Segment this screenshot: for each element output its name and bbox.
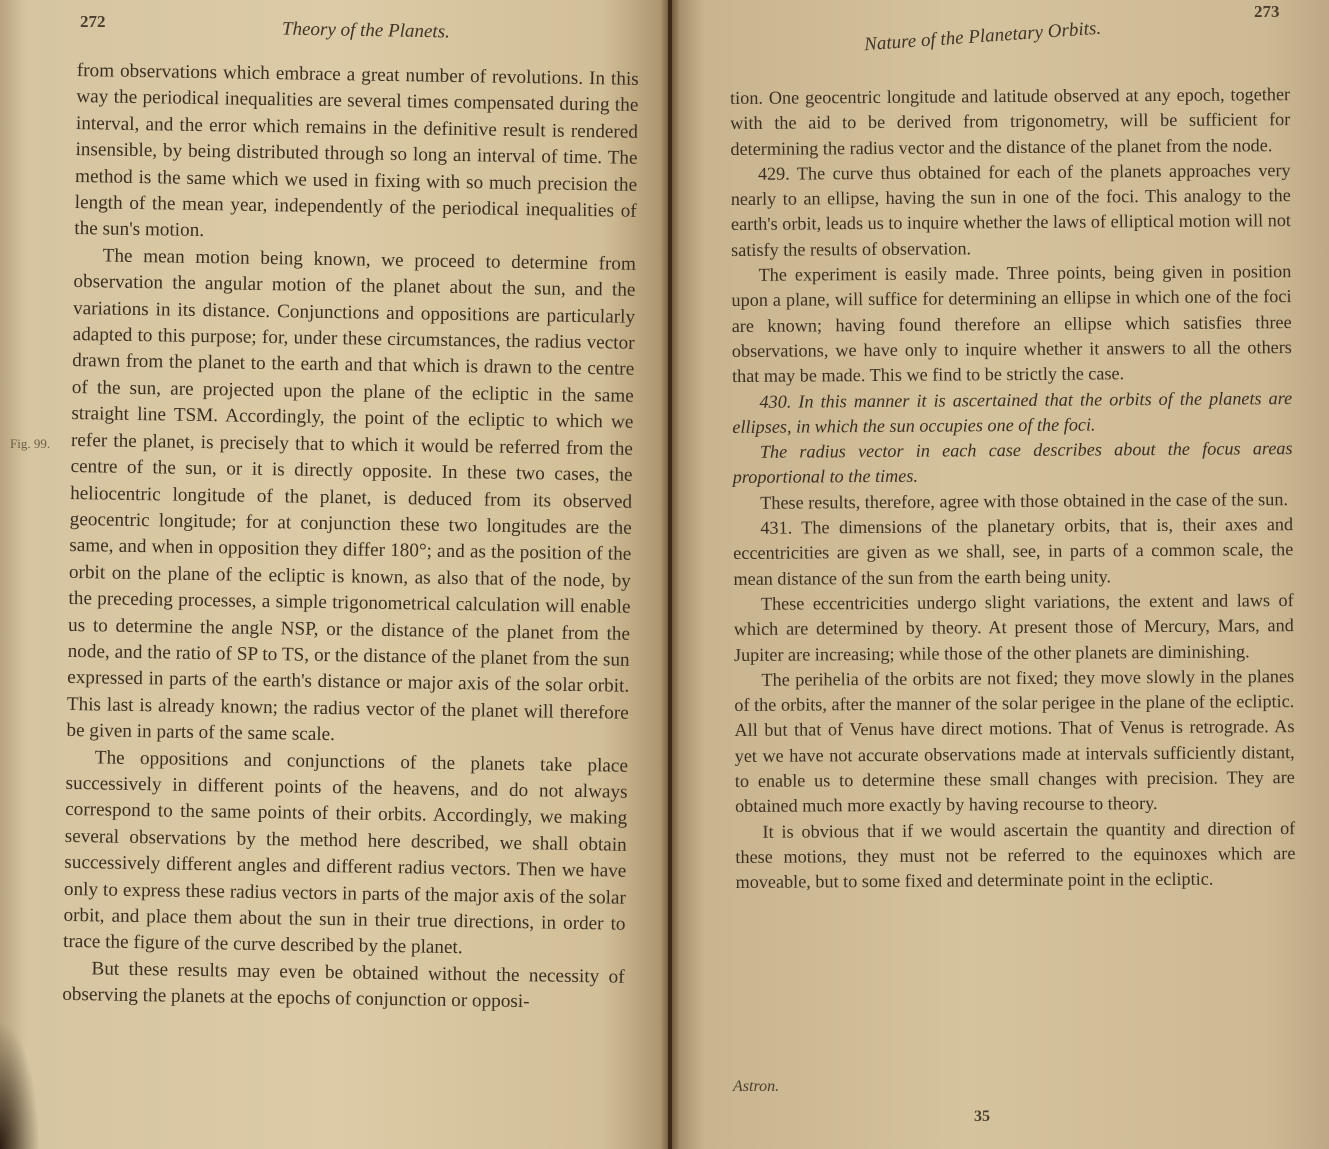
signature-number: 35 <box>974 1108 990 1125</box>
book-gutter <box>660 0 680 1149</box>
paragraph: from observations which embrace a great number of revolutions. In this way the periodical inequalities are several times compensated during the interval, and the error which remains in the definitive result is rendered insensible, by being distributed through so long an interval of time. The method is the same which we used in fixing with so much precision the length of the mean year, independently of the periodical inequalities of the sun's motion. <box>74 59 639 242</box>
paragraph: The oppositions and conjunctions of the planets take place successively in different points of the heavens, and do not always correspond to the same points of their orbits. Accordingly, we making several observations by the method here described, we shall obtain successively different angles and different radius vectors. Then we have only to express these radius vectors in parts of the major axis of the solar orbit, and place them about the sun in their true directions, in order to trace the figure of the curve described by the planet. <box>62 746 629 959</box>
page-shadow <box>0 1020 40 1149</box>
paragraph: 429. The curve thus obtained for each of the planets approaches very nearly to an ellipse, having the sun in one of the foci. This analogy to the earth's orbit, leads us to inquire whether the laws of elliptical motion will not satisfy the results of observation. <box>730 159 1292 260</box>
left-page-number: 272 <box>80 12 106 31</box>
signature-mark: Astron. <box>733 1078 780 1095</box>
paragraph: 431. The dimensions of the planetary orbits, that is, their axes and eccentricities are given as we shall, see, in parts of a common scale, the mean distance of the sun from the earth being unity. <box>733 514 1294 589</box>
paragraph: The perihelia of the orbits are not fixed; they move slowly in the planes of the orbits, after the manner of the solar perigee in the plane of the ecliptic. All but that of Venus have direct motions. That of Venus is retrograde. As yet we have not accurate observations made at intervals sufficiently distant, to enable us to determine these small changes with precision. They are obtained much more exactly by having recourse to theory. <box>734 665 1295 817</box>
paragraph: But these results may even be obtained without the necessity of observing the planets at the epochs of conjunction or opposi- <box>62 958 625 1013</box>
paragraph: The mean motion being known, we proceed to determine from observation the angular motion of the planet about the sun, and the variations in its distance. Conjunctions and oppositions are particularly adapted to this purpose; for, under these circumstances, the radius vector drawn from the planet to the earth and that which is drawn to the centre of the sun, are projected upon the plane of the ecliptic in the same straight line TSM. Accordingly, the point of the ecliptic to which we refer the planet, is precisely that to which it would be referred from the centre of the sun, or it is directly opposite. In these two cases, the heliocentric longitude of the planet, is deduced from its observed geocentric longitude; for at conjunction these two longitudes are the same, and when in opposition they differ 180°; and as the position of the orbit on the plane of the ecliptic is known, as also that of the node, by the preceding processes, a simple trigonometrical calculation will enable us to determine the angle NSP, or the distance of the planet from the node, and the ratio of SP to TS, or the distance of the planet from the sun expressed in parts of the earth's distance or major axis of the solar orbit. This last is already known; the radius vector of the planet will therefore be given in parts of the same scale. <box>66 245 636 746</box>
paragraph: The radius vector in each case describes about the focus areas proportional to the times. <box>732 438 1293 488</box>
right-page-text <box>730 82 1296 895</box>
paragraph: It is obvious that if we would ascertain the quantity and direction of these motions, they must not be referred to the equinoxes which are moveable, but to some fixed and determinate point in the ecliptic. <box>735 817 1296 893</box>
figure-reference-note: Fig. 99. <box>10 436 51 451</box>
paragraph: tion. One geocentric longitude and latitude observed at any epoch, together with the aid to be derived from trigonometry, will be sufficient for determining the radius vector and the distance of the planet from the node. <box>730 84 1291 159</box>
left-page-text <box>62 58 639 1017</box>
right-page-number: 273 <box>1254 2 1280 21</box>
right-running-head: Nature of the Planetary Orbits. <box>863 17 1102 56</box>
paragraph: 430. In this manner it is ascertained that the orbits of the planets are ellipses, in which the sun occupies one of the foci. <box>732 387 1293 437</box>
paragraph: The experiment is easily made. Three points, being given in position upon a plane, will suffice for determining an ellipse in which one of the foci are known; having found therefore an ellipse which satisfies three observations, we have only to inquire whether it answers to all the others that may be made. This we find to be strictly the case. <box>731 261 1292 387</box>
paragraph: These eccentricities undergo slight variations, the extent and laws of which are determined by theory. At present those of Mercury, Mars, and Jupiter are increasing; while those of the other planets are diminishing. <box>733 590 1294 665</box>
paragraph: These results, therefore, agree with those obtained in the case of the sun. <box>760 488 1289 513</box>
left-running-head: Theory of the Planets. <box>281 18 450 43</box>
